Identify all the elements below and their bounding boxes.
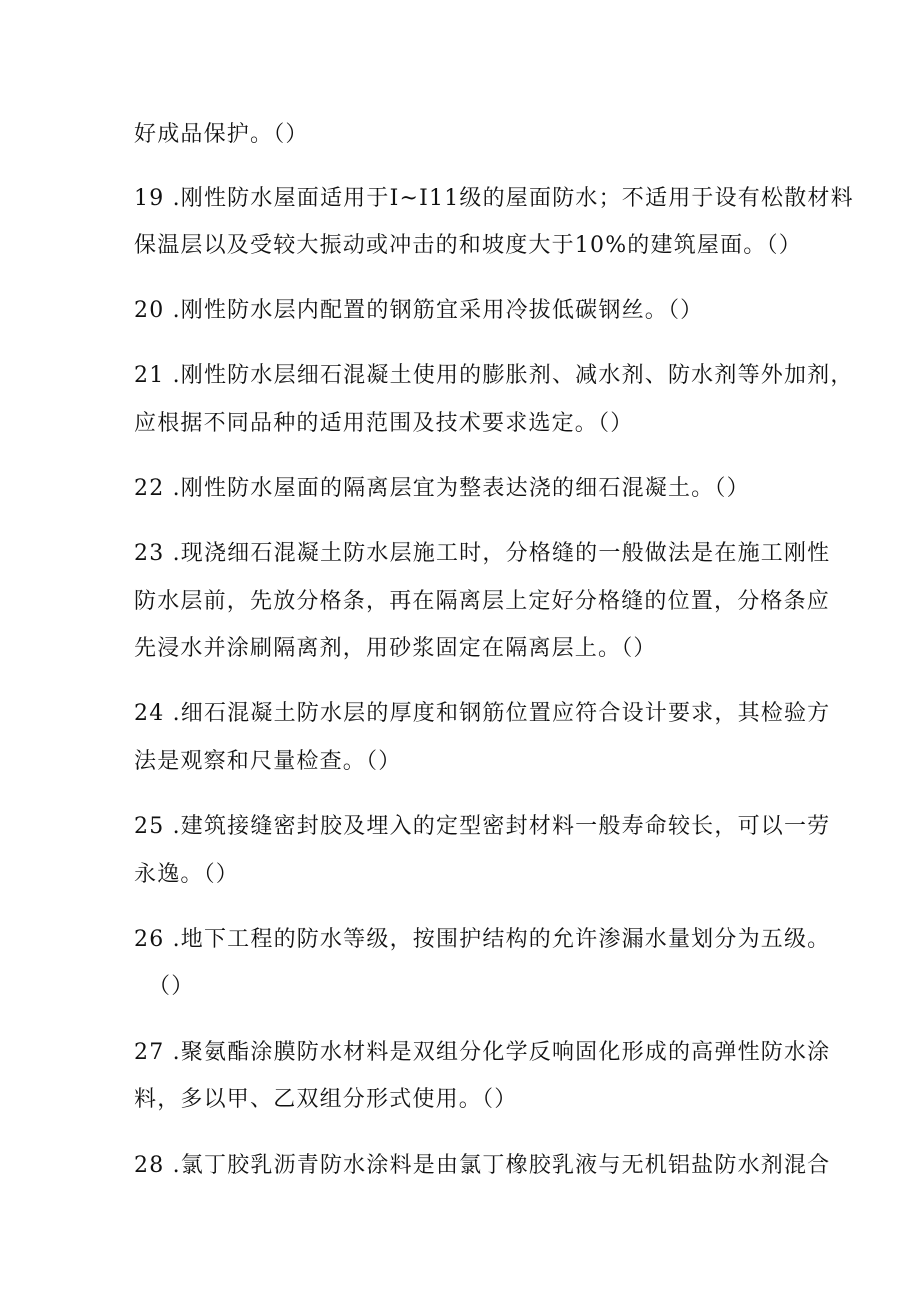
question-21-line-1: 21 .刚性防水层细石混凝土使用的膨胀剂、减水剂、防水剂等外加剂，	[134, 363, 854, 388]
question-25-line-1: 25 .建筑接缝密封胶及埋入的定型密封材料一般寿命较长，可以一劳	[134, 814, 831, 839]
question-19-line-1: 19 .刚性防水屋面适用于I~I11级的屋面防水；不适用于设有松散材料	[134, 186, 854, 211]
question-23-line-1: 23 .现浇细石混凝土防水层施工时，分格缝的一般做法是在施工刚性	[134, 541, 831, 566]
question-27-line-1: 27 .聚氨酯涂膜防水材料是双组分化学反响固化形成的高弹性防水涂	[134, 1040, 831, 1065]
question-26-line-1: 26 .地下工程的防水等级，按围护结构的允许渗漏水量划分为五级。	[134, 927, 831, 952]
question-22-line-1: 22 .刚性防水屋面的隔离层宜为整表达浇的细石混凝土。（）	[134, 476, 750, 501]
question-24-line-2: 法是观察和尺量检查。（）	[134, 749, 402, 774]
question-28-line-1: 28 .氯丁胶乳沥青防水涂料是由氯丁橡胶乳液与无机铝盐防水剂混合	[134, 1153, 831, 1178]
question-26-line-2: （）	[148, 974, 195, 999]
question-25-line-2: 永逸。（）	[134, 862, 240, 887]
question-27-line-2: 料，多以甲、乙双组分形式使用。（）	[134, 1087, 518, 1112]
question-24-line-1: 24 .细石混凝土防水层的厚度和钢筋位置应符合设计要求，其检验方	[134, 701, 831, 726]
question-19-line-2: 保温层以及受较大振动或冲击的和坡度大于10%的建筑屋面。（）	[134, 233, 802, 258]
question-23-line-2: 防水层前，先放分格条，再在隔离层上定好分格缝的位置，分格条应	[134, 589, 831, 614]
question-20-line-1: 20 .刚性防水层内配置的钢筋宜采用冷拔低碳钢丝。（）	[134, 298, 704, 323]
question-23-line-3: 先浸水并涂刷隔离剂，用砂浆固定在隔离层上。（）	[134, 636, 657, 661]
question-21-line-2: 应根据不同品种的适用范围及技术要求选定。（）	[134, 411, 634, 436]
text-line: 好成品保护。（）	[134, 122, 309, 147]
